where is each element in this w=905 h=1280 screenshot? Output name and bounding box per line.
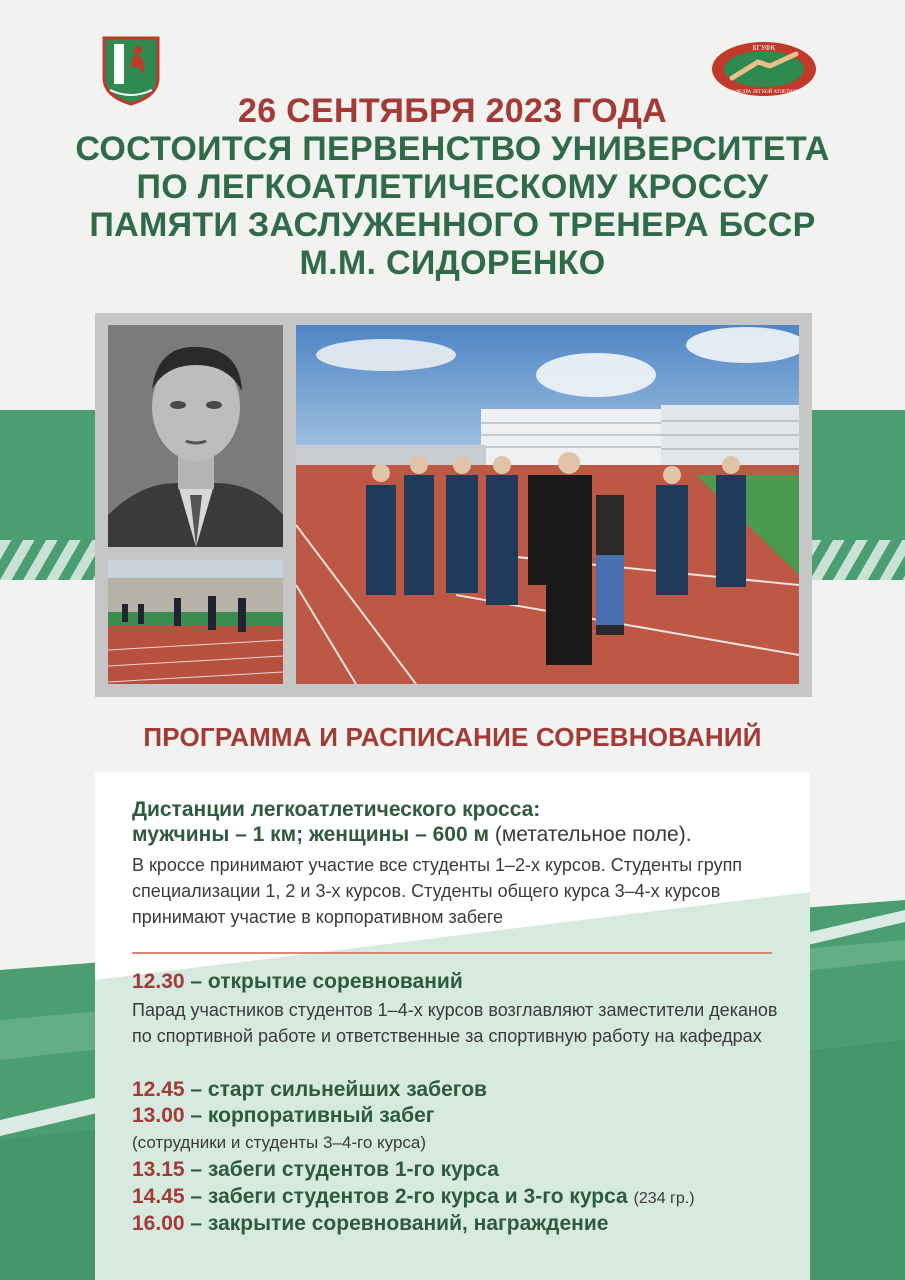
students-running-photo xyxy=(296,325,799,684)
distances-title: Дистанции легкоатлетического кросса: xyxy=(132,798,541,821)
schedule-time: 13.15 xyxy=(132,1158,185,1181)
schedule-label: – забеги студентов 1-го курса xyxy=(190,1158,499,1181)
title-line-2: ПО ЛЕГКОАТЛЕТИЧЕСКОМУ КРОССУ xyxy=(136,168,769,206)
schedule-label: – забеги студентов 2-го курса и 3-го курса xyxy=(190,1185,628,1208)
schedule-item-opening xyxy=(132,969,463,995)
schedule-time: 16.00 xyxy=(132,1212,185,1235)
event-date: 26 СЕНТЯБРЯ 2023 ГОДА xyxy=(238,92,667,130)
title-line-3: ПАМЯТИ ЗАСЛУЖЕННОГО ТРЕНЕРА БССР xyxy=(89,206,816,244)
schedule-item-strongest xyxy=(132,1077,487,1103)
program-title: ПРОГРАММА И РАСПИСАНИЕ СОРЕВНОВАНИЙ xyxy=(143,722,762,752)
schedule-label: – закрытие соревнований, награждение xyxy=(190,1212,609,1235)
schedule-time: 13.00 xyxy=(132,1104,185,1127)
participants-text: В кроссе принимают участие все студенты 1–2-х курсов. Студенты групп специализации 1, 2 и 3-х курсов. Студенты общего курса 3–4-х курсов принимают участие в корпоративном забеге xyxy=(132,855,743,927)
distances-venue: (метательное поле). xyxy=(494,823,692,846)
distances-line xyxy=(132,822,692,847)
corporate-description: (сотрудники и студенты 3–4-го курса) xyxy=(132,1133,427,1152)
schedule-label: – открытие соревнований xyxy=(190,970,463,993)
schedule-item-second-third-year xyxy=(132,1184,695,1212)
section-divider xyxy=(132,952,772,954)
schedule-time: 12.45 xyxy=(132,1078,185,1101)
title-line-4: М.М. СИДОРЕНКО xyxy=(299,244,606,282)
schedule-item-first-year xyxy=(132,1157,499,1183)
runners-track-photo xyxy=(108,560,283,684)
distances-values: мужчины – 1 км; женщины – 600 м xyxy=(132,823,489,846)
opening-description: Парад участников студентов 1–4-х курсов возглавляют заместители деканов по спортивной работе и ответственные за спортивную работу на кафедрах xyxy=(132,1000,778,1046)
headline xyxy=(40,92,865,282)
schedule-note: (234 гр.) xyxy=(633,1190,695,1207)
schedule-item-corporate xyxy=(132,1103,435,1129)
logo-right-bottom-text: КАФЕДРА ЛЕГКОЙ АТЛЕТИКИ xyxy=(728,90,800,95)
stripe-pattern-right xyxy=(810,540,905,580)
schedule-item-closing xyxy=(132,1211,608,1237)
stripe-pattern-left xyxy=(0,540,95,580)
logo-right-top-text: БГУФК xyxy=(752,44,776,52)
schedule-label: – старт сильнейших забегов xyxy=(190,1078,487,1101)
coach-portrait-photo xyxy=(108,325,283,547)
athletics-department-logo xyxy=(710,40,818,98)
schedule-time: 14.45 xyxy=(132,1185,185,1208)
schedule-time: 12.30 xyxy=(132,970,185,993)
title-line-1: СОСТОИТСЯ ПЕРВЕНСТВО УНИВЕРСИТЕТА xyxy=(75,130,830,168)
schedule-label: – корпоративный забег xyxy=(190,1104,435,1127)
